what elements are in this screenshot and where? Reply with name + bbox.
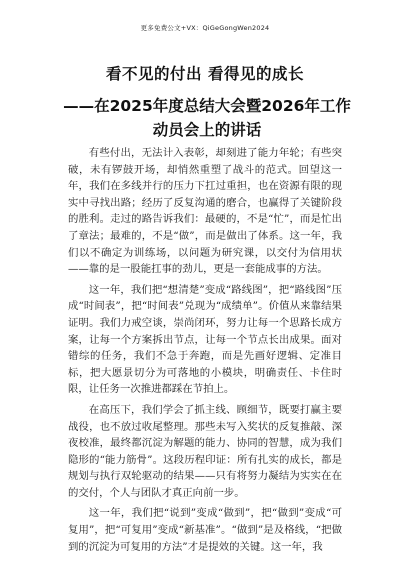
header-note: 更多免费公文+VX：QiGeGongWen2024	[140, 24, 270, 32]
speech-body	[68, 145, 342, 559]
body-paragraph: 有些付出，无法计入表彰，却刻进了能力年轮；有些突破，未有锣鼓开场，却悄然重塑了战斗的范式。回望这一年，我们在多线并行的压力下扛过重担，也在资源有限的现实中寻找出路；经历了反复沟通的磨合，也赢得了关键阶段的胜利。走过的路告诉我们：最硬的，不是“忙”，而是忙出了章法；最难的，不是“做”，而是做出了体系。这一年，我们以不确定为训练场，以问题为研究课，以交付为信用状——靠的是一股能扛事的劲儿，更是一套能成事的方法。	[68, 147, 342, 276]
page-subtitle: ——在2025年度总结大会暨2026年工作动员会上的讲话	[63, 97, 351, 139]
page-title: 看不见的付出 看得见的成长	[106, 65, 304, 83]
body-paragraph: 在高压下，我们学会了抓主线、顾细节，既要打赢主要战役，也不放过收尾整理。那些未写入奖状的反复推敲、深夜校准，最终都沉淀为解题的能力、协同的智慧，成为我们隐形的“能力筋骨”。这段历程印证：所有扎实的成长，都是规划与执行双轮驱动的结果——只有将努力凝结为实实在在的交付，个人与团队才真正向前一步。	[68, 403, 342, 499]
body-paragraph: 这一年，我们把“想清楚”变成“路线图”，把“路线图”压成“时间表”，把“时间表”兑现为“成绩单”。价值从来靠结果证明。我们力戒空谈，崇尚闭环，努力让每一个思路长成方案，让每一个方案拆出节点，让每一个节点长出成果。面对错综的任务，我们不急于奔跑，而是先画好逻辑、定准目标，把大愿景切分为可落地的小模块，明确责任、卡住时限，让任务一次推进都踩在节拍上。	[68, 283, 342, 396]
body-paragraph: 这一年，我们把“说到”变成“做到”，把“做到”变成“可复用”，把“可复用”变成“新基准”。“做到”是及格线，“把做到的沉淀为可复用的方法”才是提效的关键。这一年，我	[68, 507, 342, 553]
